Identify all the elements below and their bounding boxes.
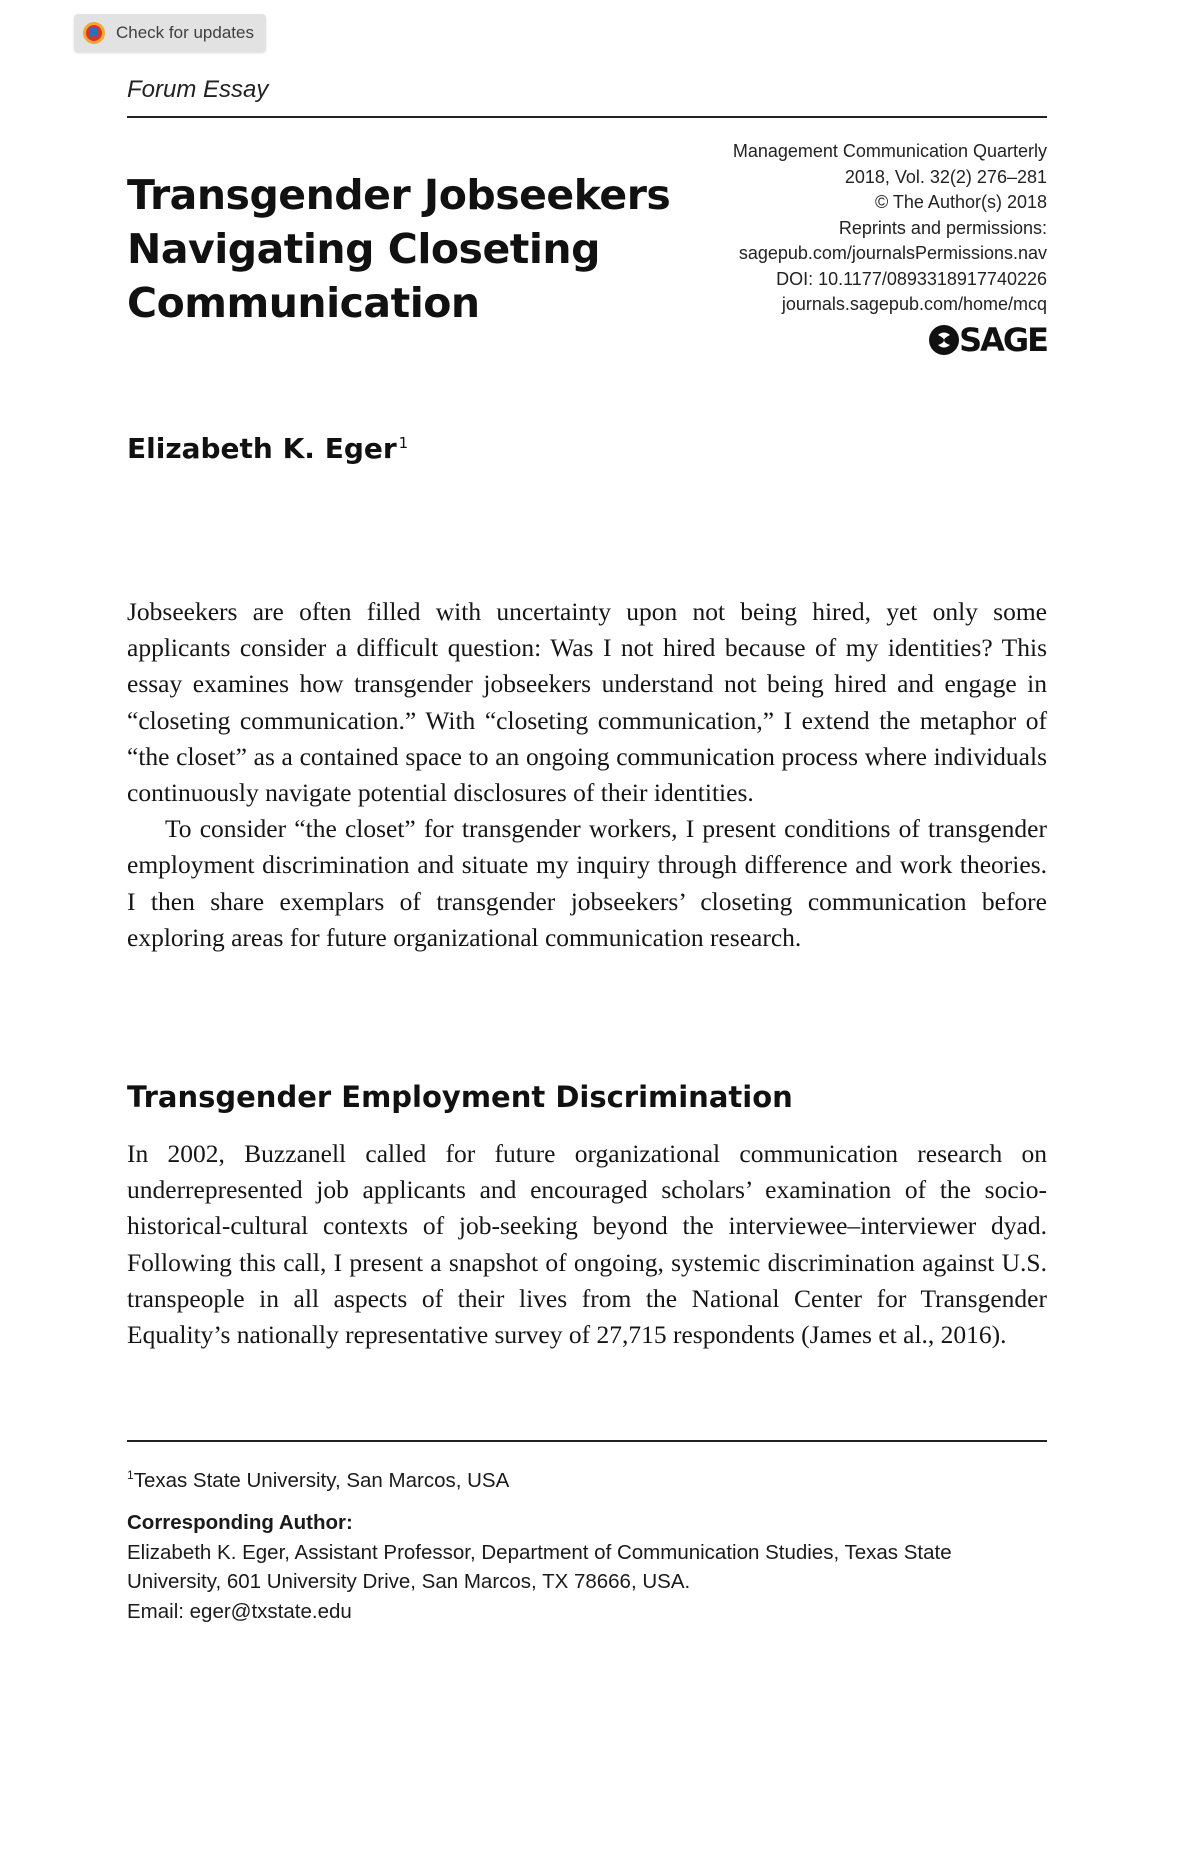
journal-volume: 2018, Vol. 32(2) 276–281 <box>844 166 1047 187</box>
affiliation-marker: 1 <box>127 1468 134 1482</box>
running-head: Forum Essay <box>127 76 269 103</box>
corresponding-author-address: University, 601 University Drive, San Marcos, TX 78666, USA. <box>127 1570 691 1593</box>
sage-wordmark: SAGE <box>959 321 1047 359</box>
paragraph: In 2002, Buzzanell called for future organizational communication research on underrepresented job applicants and encouraged scholars’ examination of the socio-historical-cultural contexts of job-seeking beyond the interviewee–interviewer dyad. Following this call, I present a snapshot of ongoing, systemic discrimination against U.S. transpeople in all aspects of their lives from the National Center for Transgender Equality’s nationally representative survey of 27,715 respondents (James et al., 2016). <box>127 1139 1047 1350</box>
sage-logo-icon <box>927 323 961 357</box>
affiliation-footnote <box>127 1460 1047 1496</box>
check-for-updates-button[interactable] <box>74 14 266 52</box>
journal-home-link[interactable]: journals.sagepub.com/home/mcq <box>781 294 1047 314</box>
footnote-rule <box>127 1440 1047 1442</box>
affiliation-text: Texas State University, San Marcos, USA <box>133 1468 510 1492</box>
reprints-label: Reprints and permissions: <box>838 217 1047 238</box>
title-line: Transgender Jobseekers <box>127 171 671 219</box>
section-text <box>127 1136 1047 1353</box>
author-email[interactable]: Email: eger@txstate.edu <box>127 1599 352 1623</box>
journal-name: Management Communication Quarterly <box>732 141 1047 161</box>
section-heading: Transgender Employment Discrimination <box>127 1080 793 1114</box>
permissions-link[interactable]: sagepub.com/journalsPermissions.nav <box>738 243 1047 263</box>
check-for-updates-label: Check for updates <box>116 23 254 42</box>
doi-link[interactable]: DOI: 10.1177/0893318917740226 <box>776 268 1047 289</box>
title-line: Navigating Closeting <box>127 225 600 273</box>
paragraph: To consider “the closet” for transgender workers, I present conditions of transgender employment discrimination and situate my inquiry through difference and work theories. I then share exemplars of transgender jobseekers’ closeting communication before exploring areas for future organizational communication research. <box>127 814 1047 952</box>
title-line: Communication <box>127 279 480 327</box>
author-name <box>127 432 408 465</box>
intro-text <box>127 594 1047 956</box>
copyright-notice: © The Author(s) 2018 <box>874 192 1047 212</box>
corresponding-author <box>127 1508 1047 1626</box>
header-rule <box>127 116 1047 118</box>
author-name-text: Elizabeth K. Eger <box>127 432 397 465</box>
corresponding-author-details: Elizabeth K. Eger, Assistant Professor, Department of Communication Studies, Texas State <box>127 1540 952 1564</box>
author-affiliation-marker: 1 <box>398 433 409 452</box>
paragraph: Jobseekers are often filled with uncertainty upon not being hired, yet only some applicants consider a difficult question: Was I not hired because of my identities? This essay examines how transgender jobseekers understand not being hired and engage in “closeting communication.” With “closeting communication,” I extend the metaphor of “the closet” as a contained space to an ongoing communication process where individuals continuously navigate potential disclosures of their identities. <box>127 597 1047 808</box>
check-for-updates-icon <box>82 21 106 45</box>
article-title <box>127 168 687 330</box>
publisher-logo <box>927 322 1047 358</box>
corresponding-author-label: Corresponding Author: <box>127 1511 353 1534</box>
journal-info <box>627 139 1047 318</box>
